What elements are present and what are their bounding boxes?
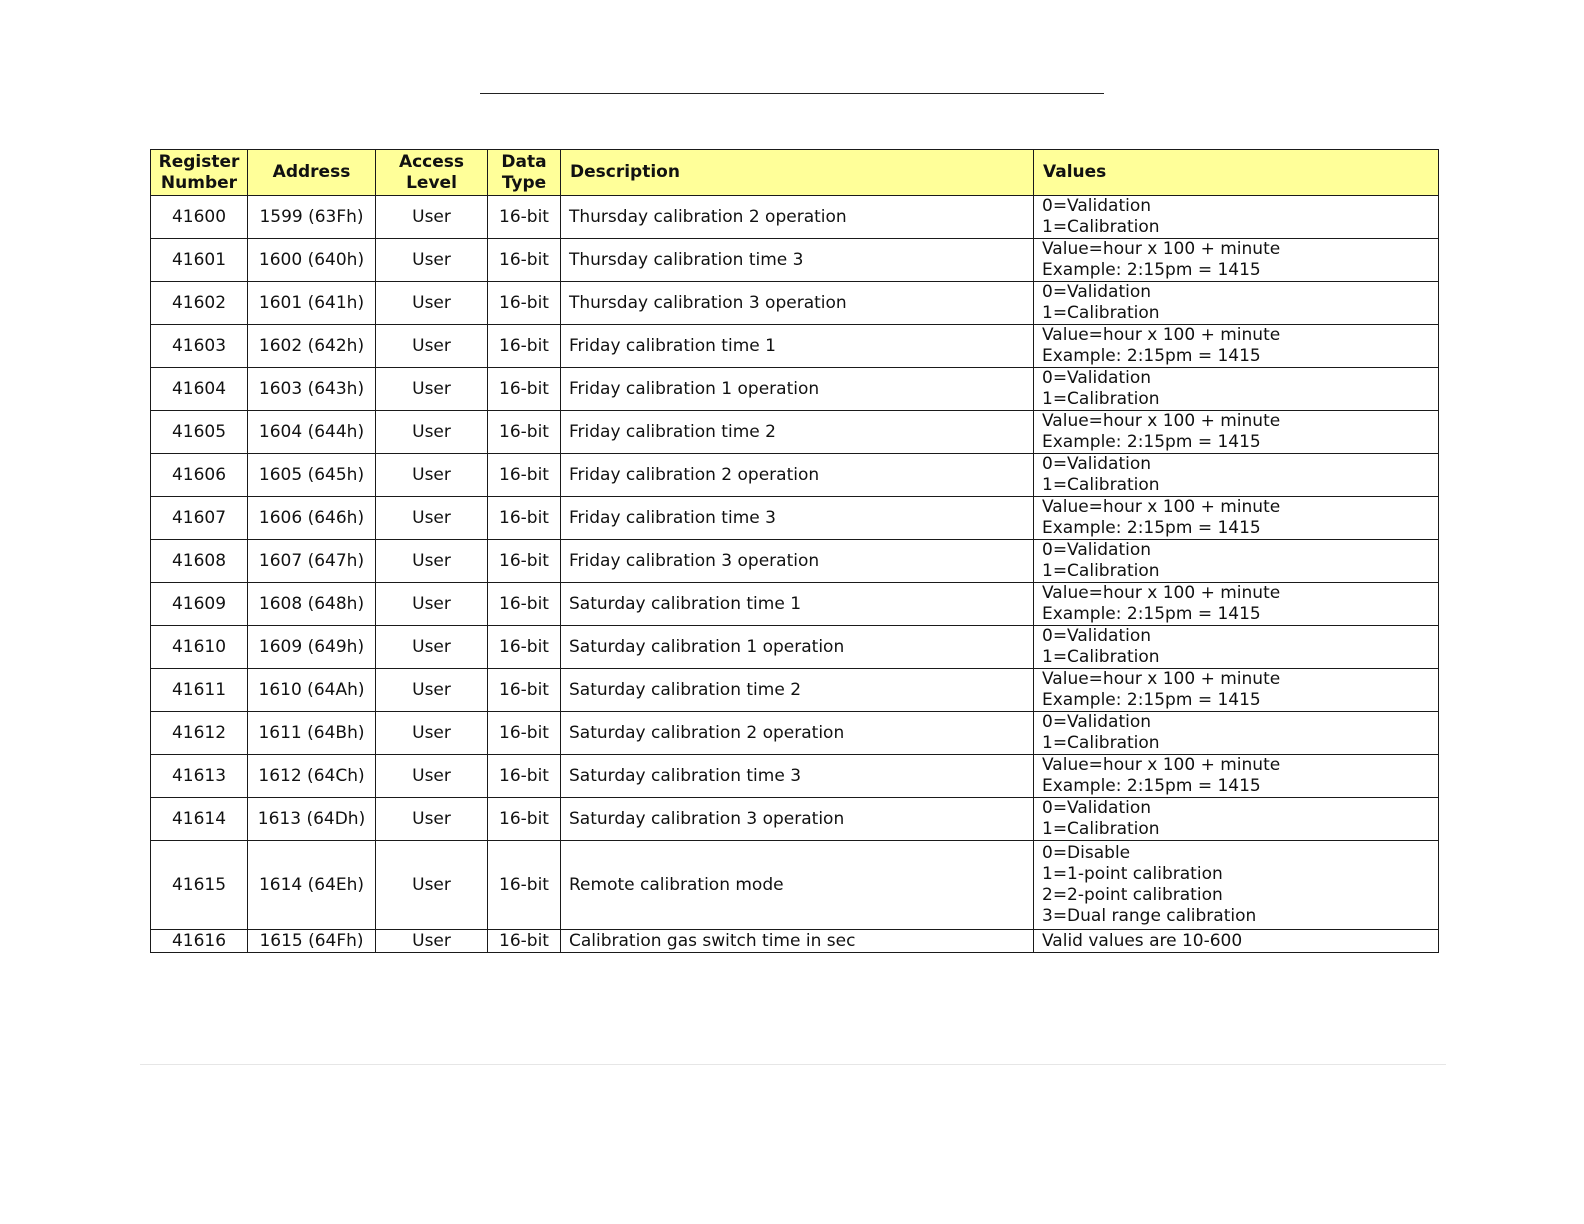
access-level: User — [376, 755, 488, 798]
data-type: 16-bit — [488, 282, 561, 325]
data-type: 16-bit — [488, 368, 561, 411]
values: 0=Validation 1=Calibration — [1034, 540, 1439, 583]
values: 0=Validation 1=Calibration — [1034, 282, 1439, 325]
data-type: 16-bit — [488, 841, 561, 930]
table-row — [151, 626, 1439, 669]
register-number: 41600 — [151, 196, 248, 239]
header-access-level: Access Level — [376, 150, 488, 196]
table-row — [151, 669, 1439, 712]
header-register-number: Register Number — [151, 150, 248, 196]
register-number: 41609 — [151, 583, 248, 626]
access-level: User — [376, 411, 488, 454]
address: 1603 (643h) — [248, 368, 376, 411]
header-description: Description — [561, 150, 1034, 196]
table-row — [151, 497, 1439, 540]
data-type: 16-bit — [488, 497, 561, 540]
values: 0=Validation 1=Calibration — [1034, 368, 1439, 411]
register-number: 41607 — [151, 497, 248, 540]
address: 1601 (641h) — [248, 282, 376, 325]
values: Value=hour x 100 + minute Example: 2:15pm = 1415 — [1034, 583, 1439, 626]
values: Value=hour x 100 + minute Example: 2:15pm = 1415 — [1034, 755, 1439, 798]
address: 1609 (649h) — [248, 626, 376, 669]
table-row — [151, 282, 1439, 325]
address: 1604 (644h) — [248, 411, 376, 454]
address: 1599 (63Fh) — [248, 196, 376, 239]
table-row — [151, 196, 1439, 239]
access-level: User — [376, 930, 488, 953]
access-level: User — [376, 540, 488, 583]
values: 0=Disable 1=1-point calibration 2=2-point calibration 3=Dual range calibration — [1034, 841, 1439, 930]
access-level: User — [376, 497, 488, 540]
address: 1611 (64Bh) — [248, 712, 376, 755]
register-number: 41616 — [151, 930, 248, 953]
table-row — [151, 712, 1439, 755]
register-number: 41603 — [151, 325, 248, 368]
access-level: User — [376, 239, 488, 282]
data-type: 16-bit — [488, 239, 561, 282]
description: Saturday calibration time 2 — [561, 669, 1034, 712]
values: Value=hour x 100 + minute Example: 2:15pm = 1415 — [1034, 497, 1439, 540]
values: 0=Validation 1=Calibration — [1034, 712, 1439, 755]
description: Friday calibration 1 operation — [561, 368, 1034, 411]
address: 1605 (645h) — [248, 454, 376, 497]
table-row — [151, 325, 1439, 368]
values: Value=hour x 100 + minute Example: 2:15pm = 1415 — [1034, 669, 1439, 712]
register-number: 41602 — [151, 282, 248, 325]
values: Value=hour x 100 + minute Example: 2:15pm = 1415 — [1034, 239, 1439, 282]
address: 1612 (64Ch) — [248, 755, 376, 798]
description: Saturday calibration time 1 — [561, 583, 1034, 626]
access-level: User — [376, 282, 488, 325]
description: Saturday calibration 3 operation — [561, 798, 1034, 841]
access-level: User — [376, 325, 488, 368]
data-type: 16-bit — [488, 196, 561, 239]
description: Saturday calibration 1 operation — [561, 626, 1034, 669]
header-address: Address — [248, 150, 376, 196]
address: 1606 (646h) — [248, 497, 376, 540]
footer-rule — [140, 1064, 1446, 1065]
register-number: 41610 — [151, 626, 248, 669]
table-row — [151, 583, 1439, 626]
table-row — [151, 798, 1439, 841]
address: 1613 (64Dh) — [248, 798, 376, 841]
data-type: 16-bit — [488, 669, 561, 712]
table-row — [151, 239, 1439, 282]
access-level: User — [376, 712, 488, 755]
header-values: Values — [1034, 150, 1439, 196]
register-number: 41611 — [151, 669, 248, 712]
address: 1615 (64Fh) — [248, 930, 376, 953]
address: 1607 (647h) — [248, 540, 376, 583]
table-row — [151, 930, 1439, 953]
access-level: User — [376, 196, 488, 239]
data-type: 16-bit — [488, 930, 561, 953]
access-level: User — [376, 583, 488, 626]
description: Thursday calibration 2 operation — [561, 196, 1034, 239]
description: Friday calibration 3 operation — [561, 540, 1034, 583]
values: Value=hour x 100 + minute Example: 2:15pm = 1415 — [1034, 325, 1439, 368]
table-row — [151, 411, 1439, 454]
description: Remote calibration mode — [561, 841, 1034, 930]
register-number: 41612 — [151, 712, 248, 755]
description: Saturday calibration 2 operation — [561, 712, 1034, 755]
register-number: 41604 — [151, 368, 248, 411]
address: 1614 (64Eh) — [248, 841, 376, 930]
values: 0=Validation 1=Calibration — [1034, 798, 1439, 841]
access-level: User — [376, 626, 488, 669]
table-row — [151, 841, 1439, 930]
data-type: 16-bit — [488, 626, 561, 669]
table-row — [151, 368, 1439, 411]
description: Friday calibration time 1 — [561, 325, 1034, 368]
register-number: 41605 — [151, 411, 248, 454]
data-type: 16-bit — [488, 798, 561, 841]
description: Calibration gas switch time in sec — [561, 930, 1034, 953]
access-level: User — [376, 841, 488, 930]
address: 1610 (64Ah) — [248, 669, 376, 712]
access-level: User — [376, 798, 488, 841]
table-row — [151, 454, 1439, 497]
header-data-type: Data Type — [488, 150, 561, 196]
description: Thursday calibration 3 operation — [561, 282, 1034, 325]
data-type: 16-bit — [488, 411, 561, 454]
values: Valid values are 10-600 — [1034, 930, 1439, 953]
register-number: 41615 — [151, 841, 248, 930]
values: 0=Validation 1=Calibration — [1034, 626, 1439, 669]
access-level: User — [376, 454, 488, 497]
register-number: 41613 — [151, 755, 248, 798]
register-number: 41608 — [151, 540, 248, 583]
access-level: User — [376, 669, 488, 712]
address: 1602 (642h) — [248, 325, 376, 368]
access-level: User — [376, 368, 488, 411]
data-type: 16-bit — [488, 540, 561, 583]
register-number: 41614 — [151, 798, 248, 841]
data-type: 16-bit — [488, 454, 561, 497]
address: 1608 (648h) — [248, 583, 376, 626]
description: Friday calibration time 3 — [561, 497, 1034, 540]
table-header-row — [151, 150, 1439, 196]
register-number: 41601 — [151, 239, 248, 282]
register-table — [150, 149, 1439, 953]
data-type: 16-bit — [488, 325, 561, 368]
table-row — [151, 755, 1439, 798]
description: Thursday calibration time 3 — [561, 239, 1034, 282]
data-type: 16-bit — [488, 712, 561, 755]
values: 0=Validation 1=Calibration — [1034, 196, 1439, 239]
header-rule — [480, 93, 1104, 94]
table-row — [151, 540, 1439, 583]
description: Friday calibration time 2 — [561, 411, 1034, 454]
values: Value=hour x 100 + minute Example: 2:15pm = 1415 — [1034, 411, 1439, 454]
description: Friday calibration 2 operation — [561, 454, 1034, 497]
values: 0=Validation 1=Calibration — [1034, 454, 1439, 497]
description: Saturday calibration time 3 — [561, 755, 1034, 798]
data-type: 16-bit — [488, 583, 561, 626]
address: 1600 (640h) — [248, 239, 376, 282]
data-type: 16-bit — [488, 755, 561, 798]
register-number: 41606 — [151, 454, 248, 497]
